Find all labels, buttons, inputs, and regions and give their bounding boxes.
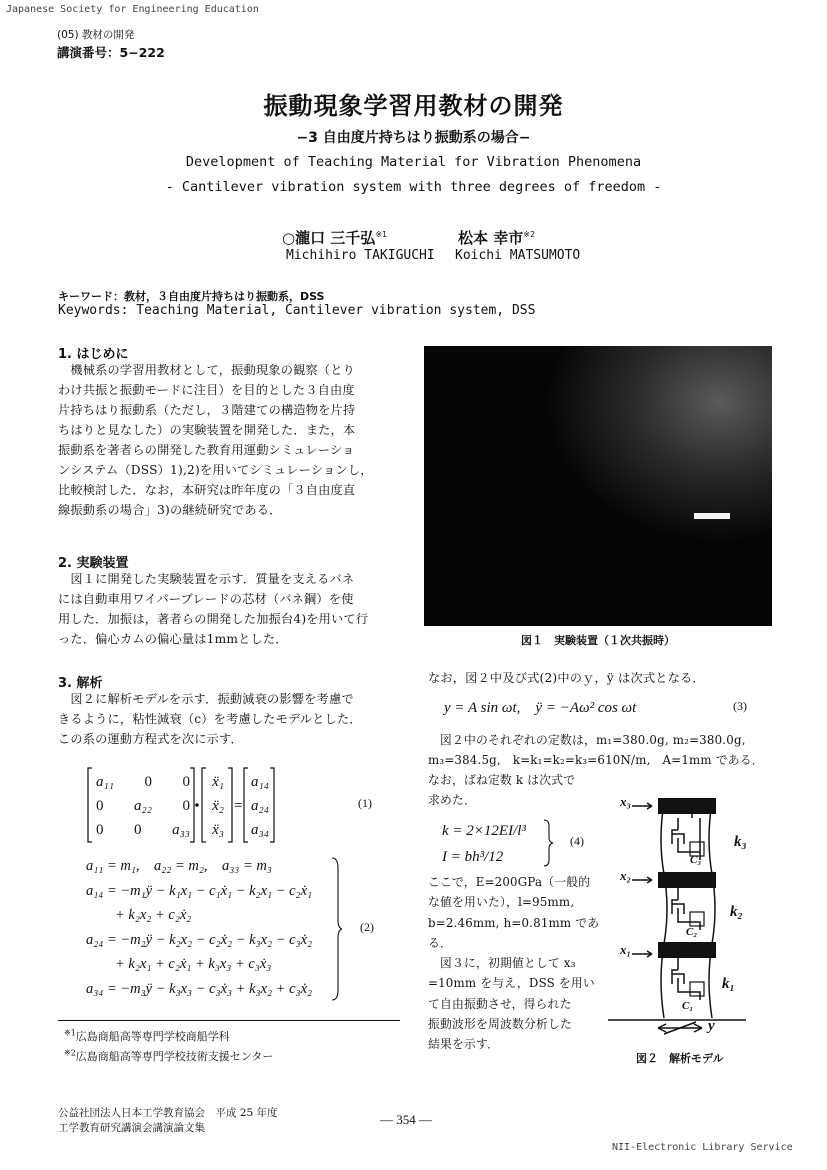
right-intro: なお，図２中及び式(2)中のｙ，ÿ は次式となる． (428, 671, 705, 685)
svg-text:=: = (234, 798, 243, 814)
section-3-body: 図２に解析モデルを示す．振動減衰の影響を考慮で きるように，粘性減衰（c）を考慮したモデルとした． この系の運動方程式を次に示す． (58, 692, 362, 746)
label-x3: x₃ (620, 794, 632, 809)
equation-3: y = A sin ωt, ÿ = −Aω² cos ωt (444, 700, 637, 716)
figure-1-photo (424, 346, 772, 626)
rhs-vector: a₁₄ a₂₄ a₃₄ (251, 774, 269, 838)
figure-2-model (606, 790, 776, 1046)
equation-1 (86, 766, 406, 846)
label-k2: k₂ (730, 904, 743, 920)
page-number: — 354 — (380, 1112, 432, 1127)
parameter-text: 図２中のそれぞれの定数は，m₁=380.0g, m₂=380.0g, m₃=384.5g, k=k₁=k₂=k₃=610N/m, A=1mm である． なお，ばね定数 k は次式で 求めた． (428, 733, 764, 807)
paper-subtitle-jp: −3 自由度片持ちはり振動系の場合− (296, 130, 531, 146)
paper-subtitle-en: - Cantilever vibration system with three degrees of freedom - (165, 179, 662, 195)
equation-4: k = 2×12EI/l³ I = bh³/12 (442, 823, 526, 865)
paper-title-en: Development of Teaching Material for Vibration Phenomena (185, 154, 642, 170)
label-x1: x₁ (620, 942, 632, 957)
label-k1: k₁ (722, 976, 735, 992)
footnote-rule (58, 1020, 400, 1021)
where-text: ここで，E=200GPa（一般的 な値を用いた），l=95mm, b=2.46mm, h=0.81mm であ る． 図３に，初期値として x₃ =10mm を与え，DSS を用い て自由振動させ，得られた 振動波形を周波数分析した 結果を示す． (428, 875, 600, 1052)
mass-matrix: a₁₁ 0 0 0 a₂₂ 0 0 0 a₃₃ (96, 774, 190, 838)
section-1-body: 機械系の学習用教材として，振動現象の観察（とり わけ共振と振動モードに注目）を目的とした３自由度 片持ちはり振動系（ただし，３階建ての構造物を片持 ちはりと見なした）の実験装置を開発した．また，本 振動系を著者らの開発した教育用運動シミュレーショ ンシステム（DSS）1),2)を用いてシミュレーションし， 比較検討した．なお，本研究は昨年度の「３自由度直 線振動系の場合」3)の継続研究である． (58, 363, 373, 517)
author-2-name: 松本 幸市$^{※2}$ (458, 229, 536, 247)
section-2-body: 図１に開発した実験装置を示す．質量を支えるバネ には自動車用ワイパーブレードの芯材（バネ鋼）を使 用した．加振は，著者らの開発した加振台4)を用いて行 った．偏心カムの偏心量は1mmとした． (58, 572, 369, 646)
equation-4-number: (4) (570, 834, 584, 848)
section-2-title: 2. 実験装置 (58, 556, 129, 571)
label-x2: x₂ (620, 868, 632, 883)
footnote-2: $^{※2}$広島商船高等専門学校技術支援センター (64, 1048, 274, 1063)
equation-4-brace (542, 818, 554, 868)
equation-2: a₁₁ = m₁, a₂₂ = m₂, a₃₃ = m₃ a₁₄ = −m₁ÿ − k₁x₁ − c₁ẋ₁ − k₂x₁ − c₂ẋ₁ + k₂x₂ + c₂ẋ₂ a₂₄ = −m₂ÿ − k₂x₂ − c₂ẋ₂ − k₃x₂ − c₃ẋ₂ + k₂x₁ + c₂ẋ₁ + k₃x₃ + c₃ẋ₃ a₃₄ = −m₃ÿ − k₃x₃ − c₃ẋ₃ + k₃x₂ + c₃ẋ₂ (86, 858, 313, 997)
label-c2: C₂ (686, 926, 698, 938)
lecture-number: 講演番号：5−222 (57, 45, 165, 60)
equation-2-number: (2) (360, 920, 374, 934)
label-k3: k₃ (734, 834, 747, 850)
label-c3: C₃ (690, 854, 702, 866)
running-header: Japanese Society for Engineering Education (6, 4, 259, 15)
paper-title: 振動現象学習用教材の開発 (263, 92, 564, 120)
equation-3-number: (3) (733, 699, 747, 713)
section-1-title: 1. はじめに (58, 347, 129, 362)
equation-2-brace (330, 856, 342, 1002)
keywords-en: Keywords: Teaching Material, Cantilever vibration system, DSS (58, 303, 536, 318)
equation-1-number: (1) (358, 796, 372, 810)
footnote-1: $^{※1}$広島商船高等専門学校商船学科 (64, 1028, 230, 1043)
section-3-title: 3. 解析 (58, 676, 103, 691)
author-2-name-en: Koichi MATSUMOTO (455, 248, 581, 263)
footer-right: NII-Electronic Library Service (612, 1142, 793, 1153)
author-1-name: ○瀧口 三千弘$^{※1}$ (282, 229, 388, 247)
footer-left: 公益社団法人日本工学教育協会 平成 25 年度 工学教育研究講演会講演論文集 (58, 1107, 278, 1134)
category-label: (05) 教材の開発 (57, 29, 135, 41)
label-c1: C₁ (682, 1000, 694, 1012)
figure-1-caption: 図１ 実験装置（１次共振時） (521, 634, 675, 647)
figure-2-caption: 図２ 解析モデル (636, 1052, 724, 1065)
acceleration-vector: ẍ₁ ẍ₂ ẍ₃ (212, 774, 224, 838)
author-1-name-en: Michihiro TAKIGUCHI (286, 248, 435, 263)
label-y: y (708, 1018, 715, 1034)
keywords-jp: キーワード：教材，３自由度片持ちはり振動系，DSS (58, 290, 325, 303)
